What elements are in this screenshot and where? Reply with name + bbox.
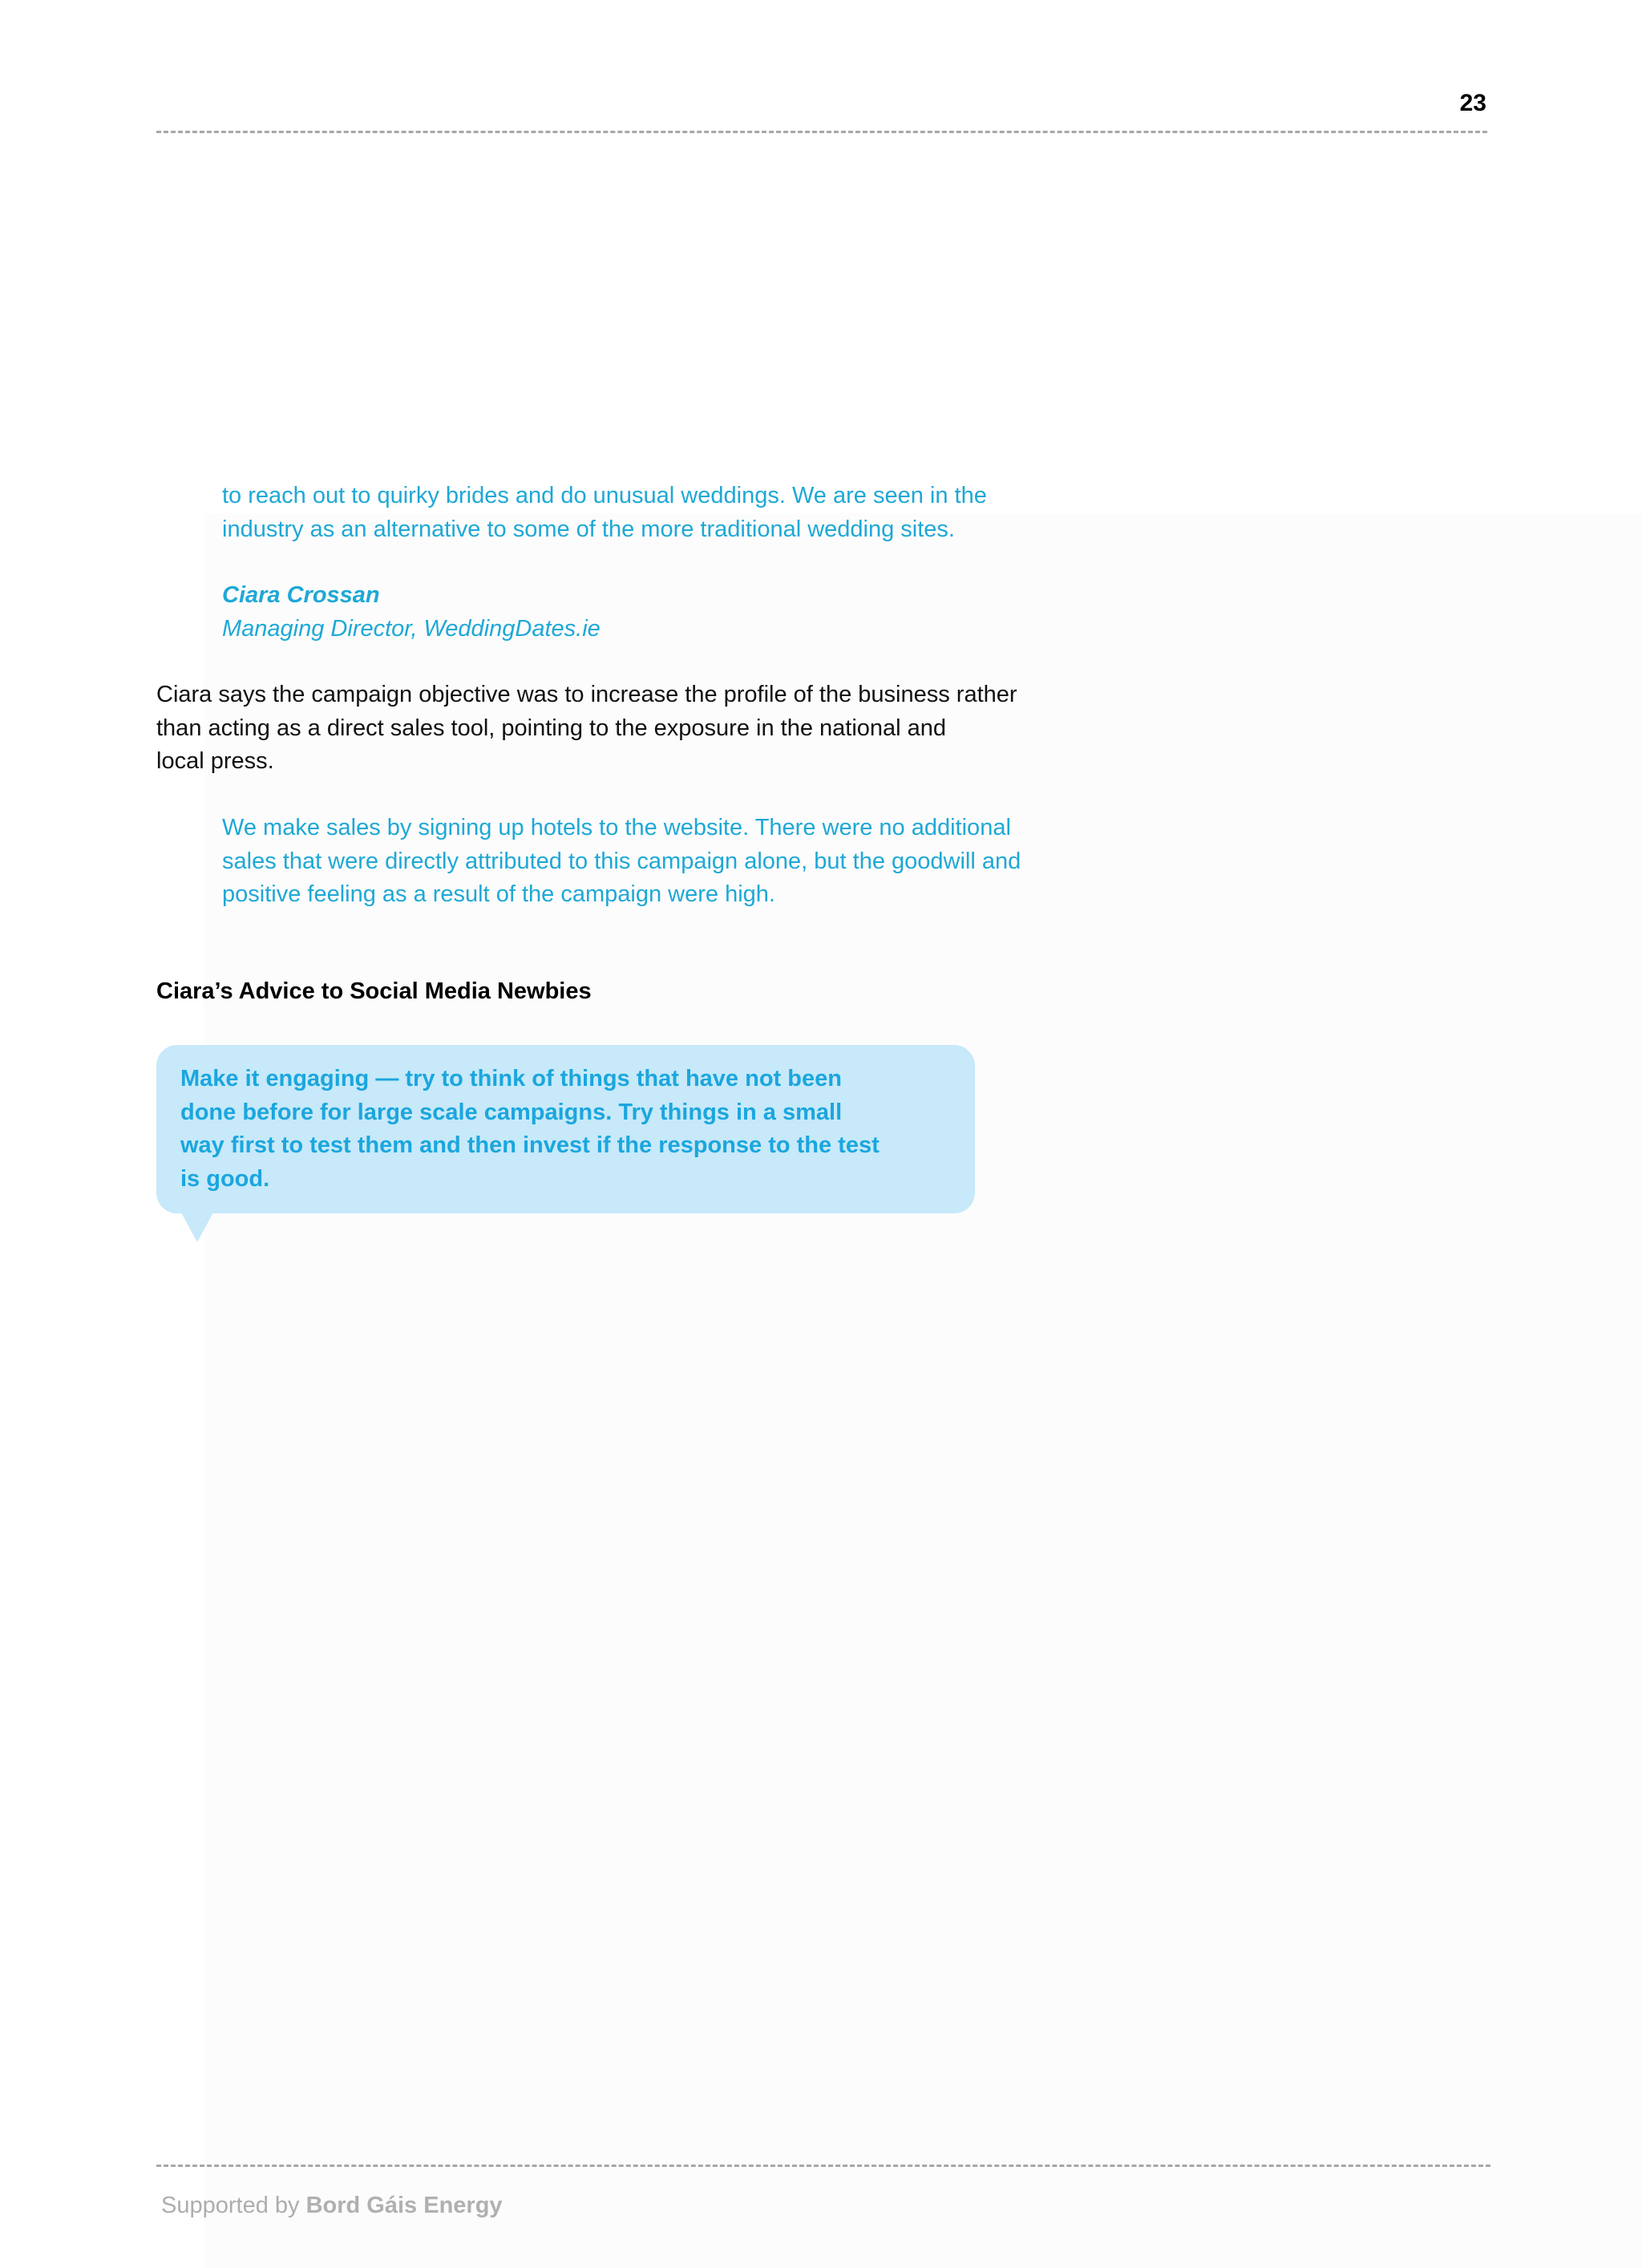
pull-quote xyxy=(222,480,1184,546)
advice-line: way first to test them and then invest if the response to the test xyxy=(180,1132,880,1158)
advice-line: Make it engaging — try to think of things that have not been xyxy=(180,1066,842,1091)
advice-line: done before for large scale campaigns. Try things in a small xyxy=(180,1099,843,1125)
attribution-role: Managing Director, WeddingDates.ie xyxy=(222,615,601,642)
paragraph-line: than acting as a direct sales tool, pointing to the exposure in the national and xyxy=(156,715,947,741)
footer-divider xyxy=(156,2165,1490,2167)
header-divider xyxy=(156,131,1487,133)
paragraph-line: local press. xyxy=(156,748,274,774)
paragraph-line: Ciara says the campaign objective was to increase the profile of the business rather xyxy=(156,682,1017,707)
advice-speech-bubble xyxy=(156,1045,975,1213)
quote-line: positive feeling as a result of the campaign were high. xyxy=(222,881,775,907)
footer-prefix: Supported by xyxy=(161,2193,300,2218)
advice-heading: Ciara’s Advice to Social Media Newbies xyxy=(156,978,592,1004)
advice-line: is good. xyxy=(180,1165,270,1192)
quote-line: sales that were directly attributed to this campaign alone, but the goodwill and xyxy=(222,848,1021,874)
attribution-name: Ciara Crossan xyxy=(222,582,380,608)
quote-line: to reach out to quirky brides and do unusual weddings. We are seen in the xyxy=(222,483,987,508)
speech-bubble-tail xyxy=(181,1213,213,1242)
footer-brand: Bord Gáis Energy xyxy=(305,2193,503,2218)
footer-credit xyxy=(161,2193,503,2219)
quote-attribution xyxy=(222,579,601,646)
page-number: 23 xyxy=(1459,90,1486,116)
quote-line: We make sales by signing up hotels to the website. There were no additional xyxy=(222,815,1011,840)
body-paragraph xyxy=(156,678,1199,779)
quote-line: industry as an alternative to some of the more traditional wedding sites. xyxy=(222,516,955,542)
pull-quote-sales xyxy=(222,812,1184,912)
